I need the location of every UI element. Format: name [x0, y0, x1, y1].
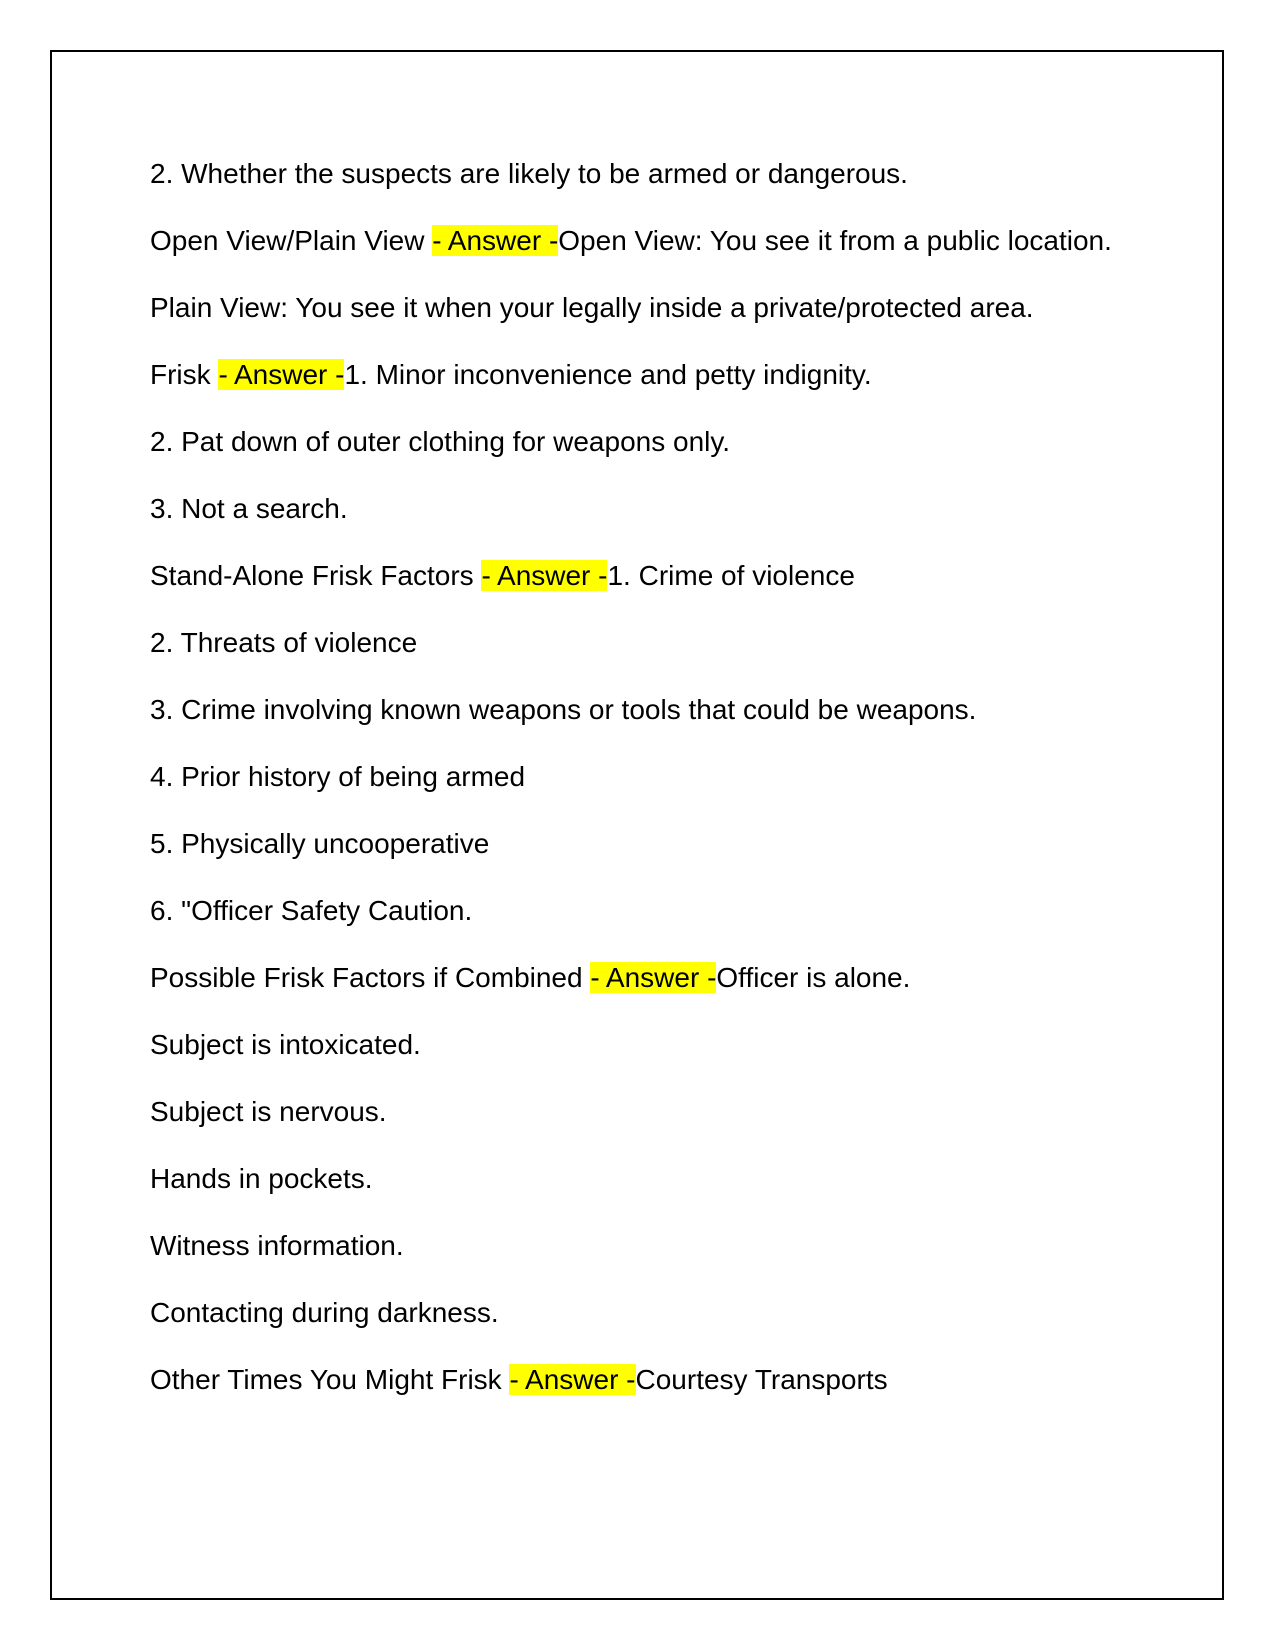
answer-text: Officer is alone.: [716, 962, 911, 993]
paragraph-5: [150, 418, 1180, 465]
paragraph-16: [150, 1155, 1180, 1202]
paragraph-text: Plain View: You see it when your legally inside a private/protected area.: [150, 292, 1034, 323]
paragraph-text: 2. Threats of violence: [150, 627, 418, 658]
paragraph-10: [150, 753, 1180, 800]
paragraph-text: Subject is nervous.: [150, 1096, 387, 1127]
answer-text: 1. Crime of violence: [607, 560, 855, 591]
paragraph-18: [150, 1289, 1180, 1336]
paragraph-text: Subject is intoxicated.: [150, 1029, 421, 1060]
answer-highlight: - Answer -: [218, 359, 345, 390]
paragraph-7: [150, 552, 1180, 599]
paragraph-2: [150, 217, 1180, 264]
paragraph-text: 3. Not a search.: [150, 493, 348, 524]
paragraph-text: Witness information.: [150, 1230, 404, 1261]
paragraph-19: [150, 1356, 1180, 1403]
paragraph-13: [150, 954, 1180, 1001]
question-text: Open View/Plain View: [150, 225, 433, 256]
paragraph-1: [150, 150, 1180, 197]
paragraph-6: [150, 485, 1180, 532]
paragraph-text: 4. Prior history of being armed: [150, 761, 526, 792]
paragraph-text: 2. Pat down of outer clothing for weapons only.: [150, 426, 731, 457]
paragraph-11: [150, 820, 1180, 867]
document-body: [150, 150, 1180, 1423]
paragraph-9: [150, 686, 1180, 733]
paragraph-text: Contacting during darkness.: [150, 1297, 499, 1328]
answer-highlight: - Answer -: [481, 560, 608, 591]
answer-text: Open View: You see it from a public location.: [558, 225, 1112, 256]
question-text: Possible Frisk Factors if Combined: [150, 962, 591, 993]
answer-text: Courtesy Transports: [635, 1364, 888, 1395]
question-text: Other Times You Might Frisk: [150, 1364, 510, 1395]
answer-highlight: - Answer -: [590, 962, 717, 993]
paragraph-17: [150, 1222, 1180, 1269]
answer-highlight: - Answer -: [509, 1364, 636, 1395]
paragraph-text: 3. Crime involving known weapons or tools that could be weapons.: [150, 694, 977, 725]
question-text: Stand-Alone Frisk Factors: [150, 560, 482, 591]
paragraph-14: [150, 1021, 1180, 1068]
question-text: Frisk: [150, 359, 219, 390]
paragraph-15: [150, 1088, 1180, 1135]
answer-highlight: - Answer -: [432, 225, 559, 256]
answer-text: 1. Minor inconvenience and petty indignity.: [344, 359, 872, 390]
paragraph-text: 5. Physically uncooperative: [150, 828, 490, 859]
paragraph-3: [150, 284, 1180, 331]
paragraph-text: 2. Whether the suspects are likely to be armed or dangerous.: [150, 158, 908, 189]
paragraph-text: 6. "Officer Safety Caution.: [150, 895, 473, 926]
paragraph-text: Hands in pockets.: [150, 1163, 373, 1194]
paragraph-4: [150, 351, 1180, 398]
paragraph-8: [150, 619, 1180, 666]
paragraph-12: [150, 887, 1180, 934]
